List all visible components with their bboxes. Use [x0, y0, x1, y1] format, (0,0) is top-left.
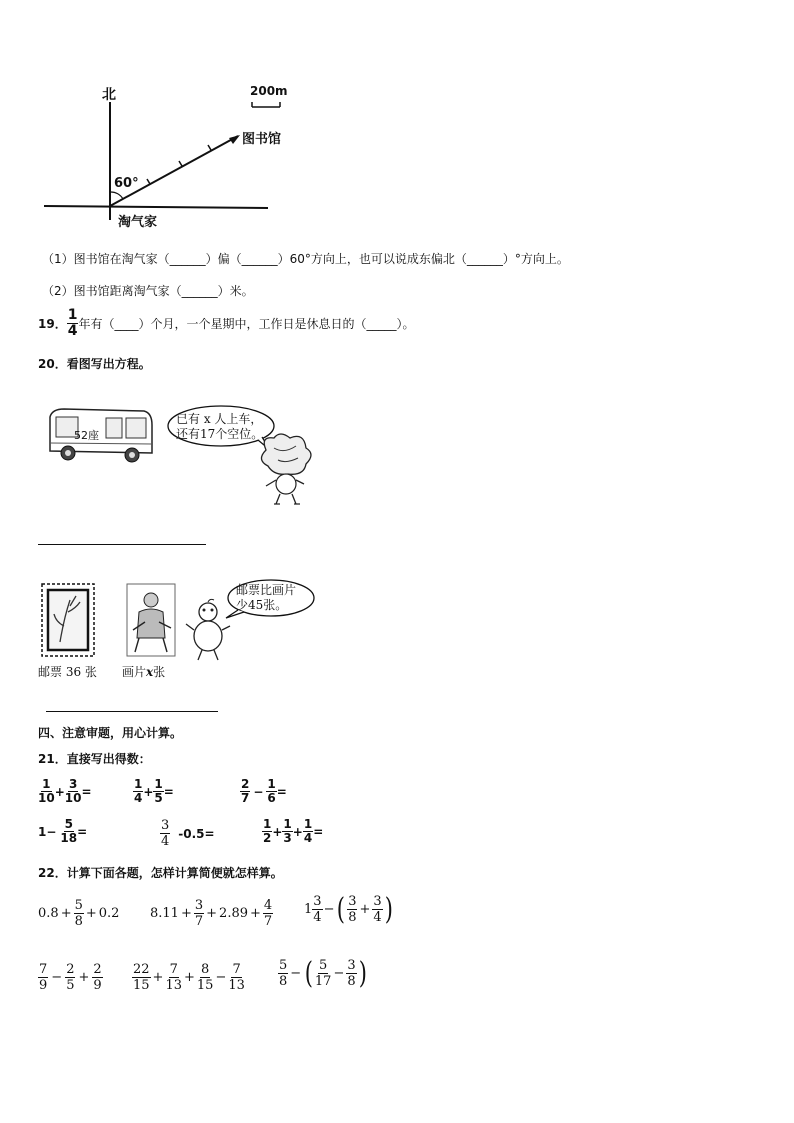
fraction: $\frac{5}{18}$	[60, 817, 78, 845]
q21-item-2: $\frac{1}{4}$ + $\frac{1}{5}$ =	[134, 777, 174, 805]
fraction: 3 4	[313, 894, 322, 925]
cabbage-character	[254, 430, 316, 508]
fraction: $\frac{3}{4}$	[373, 894, 382, 925]
cabbage-character-svg	[254, 430, 316, 508]
q22-expr-1: 0.8 + $\frac{5}{8}$ + 0.2	[38, 898, 120, 929]
q21-item-3: $\frac{2}{7}$ − $\frac{1}{6}$ =	[241, 777, 287, 805]
fraction: 7 9	[39, 962, 48, 993]
home-label: 淘气家	[118, 215, 158, 230]
fraction: $\frac{1}{10}$	[38, 777, 55, 805]
fraction: $\frac{1}{5}$	[154, 777, 163, 805]
speech-bubble-2-line1: 邮票比画片	[236, 583, 297, 597]
answer-line-2	[46, 711, 218, 712]
q19-text: 年有（____）个月，一个星期中，工作日是休息日的（_____）。	[78, 317, 415, 331]
fraction: $\frac{1}{3}$	[283, 817, 292, 845]
bus-seat-label: 52座	[74, 429, 99, 442]
fraction: $\frac{3}{10}$	[64, 777, 82, 805]
q22-expr-4: 7 9 − $\frac{2}{5}$ + $\frac{2}{9}$	[39, 962, 102, 993]
fraction: $\frac{2}{9}$	[93, 962, 102, 993]
fraction: $\frac{4}{7}$	[263, 898, 273, 929]
fraction: $\frac{2}{7}$	[241, 777, 250, 805]
fraction: $\frac{3}{7}$	[194, 898, 204, 929]
fraction: 5 17	[314, 958, 332, 989]
left-paren: (	[304, 955, 314, 991]
q20-title: 20．看图写出方程。	[38, 357, 151, 371]
north-label: 北	[102, 87, 116, 103]
q21-title: 21．直接写出得数：	[38, 752, 151, 766]
angle-arc	[110, 192, 123, 199]
section-4-title: 四、注意审题，用心计算。	[38, 726, 183, 740]
q19-number: 19．	[38, 317, 67, 331]
east-axis	[44, 206, 268, 208]
picture-caption: 画片 x 张	[122, 665, 166, 679]
q22-expr-2: 8.11 + $\frac{3}{7}$ + 2.89 + $\frac{4}{7}$	[150, 898, 273, 929]
q22-expr-6: 5 8 − ( 5 17 − $\frac{3}{8}$ )	[279, 955, 367, 991]
answer-line-1	[38, 544, 206, 545]
fraction: 5 8	[279, 958, 288, 989]
direction-diagram	[30, 80, 310, 230]
fraction: 3 4	[161, 818, 170, 849]
fraction: $\frac{1}{2}$	[263, 817, 272, 845]
fraction: $\frac{7}{13}$	[165, 962, 182, 993]
speech-bubble-2	[224, 578, 316, 622]
left-paren: (	[337, 891, 346, 927]
q18-line2: （2）图书馆距离淘气家（______）米。	[42, 284, 254, 298]
picture-card-svg	[125, 582, 177, 658]
q21-item-4: 1− $\frac{5}{18}$ =	[38, 817, 88, 845]
fraction: $\frac{1}{4}$	[303, 817, 313, 845]
stamp-illustration	[40, 582, 96, 658]
fraction: $\frac{1}{4}$	[134, 777, 143, 805]
library-label: 图书馆	[242, 132, 282, 147]
fraction: 3 8	[348, 894, 357, 925]
fraction: $\frac{1}{6}$	[267, 777, 276, 805]
fraction: $\frac{5}{8}$	[74, 898, 83, 929]
q19-fraction: $\frac{1}{4}$	[67, 307, 78, 339]
bus-svg	[44, 405, 156, 467]
question-19	[38, 308, 414, 339]
speech-bubble-2-line2: 少45张。	[236, 598, 288, 612]
scale-label: 200m	[250, 84, 288, 98]
stamp-svg	[40, 582, 96, 658]
q22-expr-5: 22 15 + $\frac{7}{13}$ + $\frac{8}{15}$ − $\frac{7}{13}$	[133, 962, 245, 993]
angle-label: 60°	[114, 176, 139, 191]
scale-tick	[147, 179, 150, 184]
library-direction-line	[110, 136, 238, 206]
fraction: $\frac{8}{15}$	[196, 962, 214, 993]
direction-diagram-svg	[30, 80, 310, 230]
speech-bubble-1-line1: 已有 x 人上车，	[176, 412, 263, 426]
stamp-caption: 邮票 36 张	[38, 665, 97, 679]
fraction: $\frac{3}{8}$	[347, 958, 356, 989]
q22-expr-3: 1 3 4 − ( 3 8 + $\frac{3}{4}$ )	[304, 891, 393, 927]
right-paren: )	[384, 891, 393, 927]
q21-item-5: 3 4 -0.5=	[161, 818, 215, 849]
fraction: $\frac{2}{5}$	[66, 962, 75, 993]
library-point-marker	[229, 135, 240, 144]
scale-tick	[208, 145, 211, 150]
right-paren: )	[358, 955, 367, 991]
picture-card-illustration	[125, 582, 177, 658]
q21-item-6: $\frac{1}{2}$ + $\frac{1}{3}$ + $\frac{1}{4}$ =	[263, 817, 324, 845]
fraction: $\frac{7}{13}$	[228, 962, 245, 993]
q18-line1: （1）图书馆在淘气家（______）偏（______）60°方向上，也可以说成东偏北（______）°方向上。	[42, 252, 569, 266]
fraction: 22 15	[133, 962, 150, 993]
q21-item-1: $\frac{1}{10}$ + $\frac{3}{10}$ =	[38, 777, 92, 805]
q22-title: 22．计算下面各题，怎样计算简便就怎样算。	[38, 866, 283, 880]
bus-illustration	[44, 405, 156, 467]
scale-tick	[179, 161, 182, 166]
picture-caption-variable: x	[146, 665, 154, 679]
speech-bubble-1-line2: 还有17个空位。	[176, 427, 264, 441]
